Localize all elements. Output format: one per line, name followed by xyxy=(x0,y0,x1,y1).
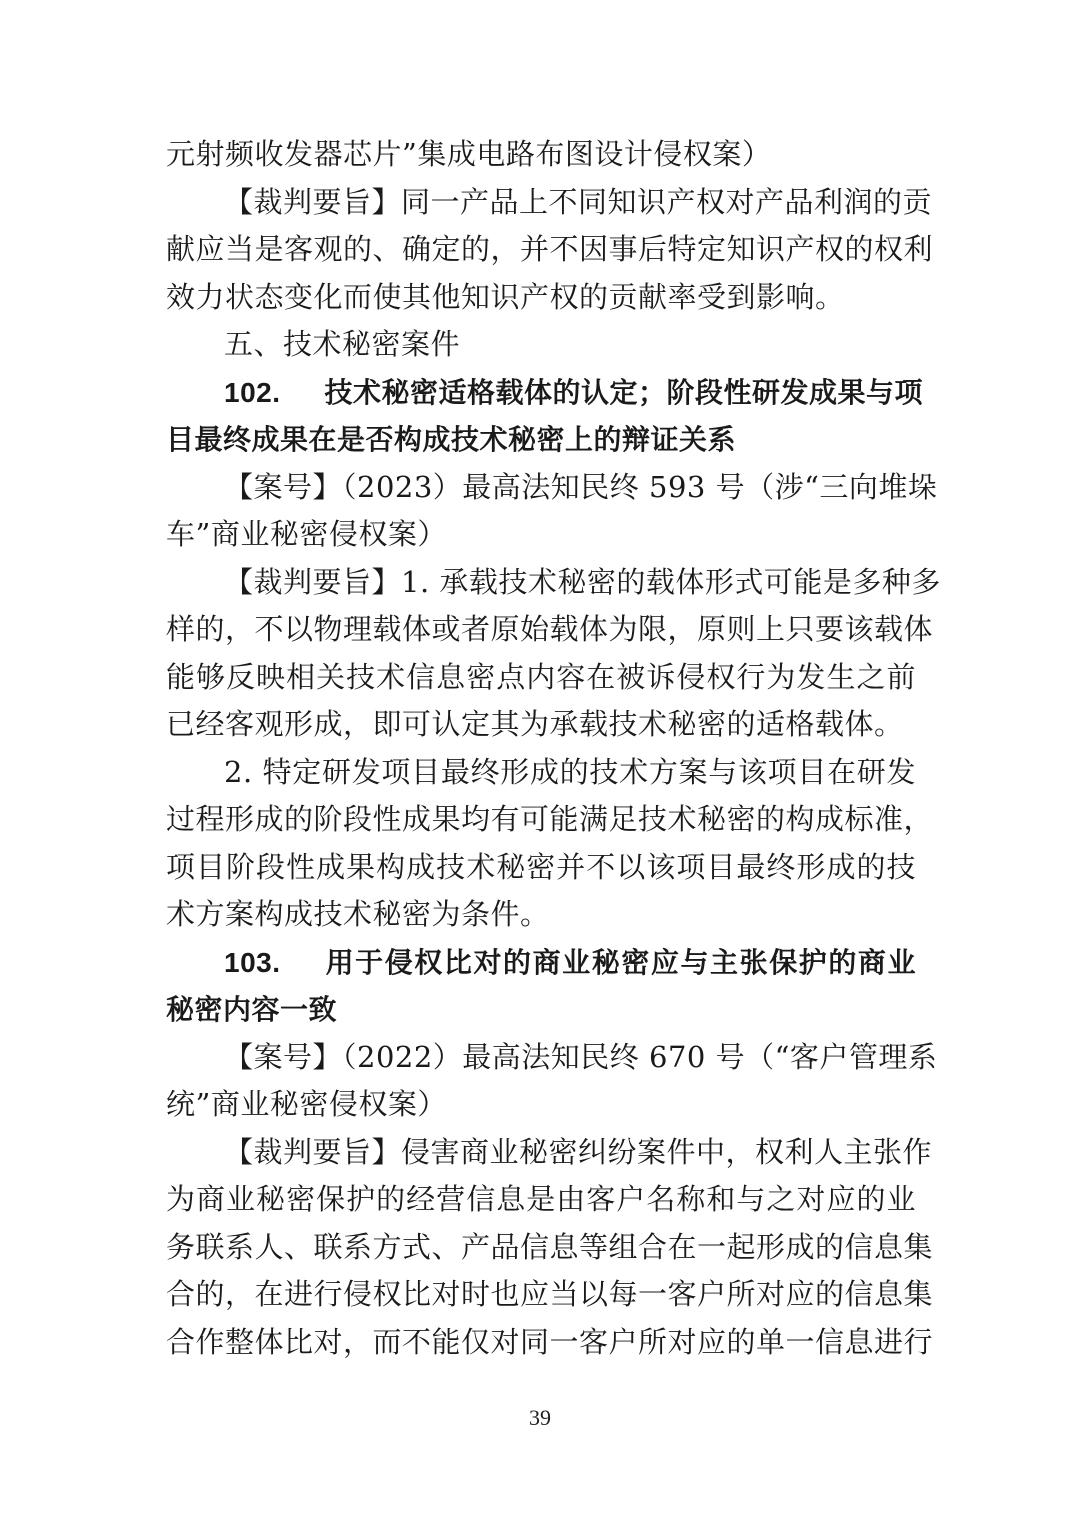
paragraph-line: 【案号】（2022）最高法知民终 670 号（“客户管理系 xyxy=(224,1039,938,1074)
paragraph-line: 合作整体比对，而不能仅对同一客户所对应的单一信息进行 xyxy=(166,1324,934,1359)
paragraph-line: 务联系人、联系方式、产品信息等组合在一起形成的信息集 xyxy=(166,1229,934,1264)
paragraph-line: 效力状态变化而使其他知识产权的贡献率受到影响。 xyxy=(166,279,845,314)
paragraph-line: 项目阶段性成果构成技术秘密并不以该项目最终形成的技 xyxy=(166,849,916,884)
paragraph-line: 术方案构成技术秘密为条件。 xyxy=(166,897,550,931)
section-heading: 五、技术秘密案件 xyxy=(224,327,461,361)
paragraph-line: 【裁判要旨】1. 承载技术秘密的载体形式可能是多种多 xyxy=(224,564,941,599)
item-heading-line: 秘密内容一致 xyxy=(166,993,338,1026)
paragraph-line: 元射频收发器芯片”集成电路布图设计侵权案） xyxy=(166,137,772,171)
paragraph-line: 样的，不以物理载体或者原始载体为限，原则上只要该载体 xyxy=(166,612,934,646)
item-heading-line: 目最终成果在是否构成技术秘密上的辩证关系 xyxy=(166,423,737,456)
page-body xyxy=(166,131,941,1366)
paragraph-line: 过程形成的阶段性成果均有可能满足技术秘密的构成标准， xyxy=(166,802,934,836)
item-heading xyxy=(166,369,924,417)
paragraph-line: 2. 特定研发项目最终形成的技术方案与该项目在研发 xyxy=(224,754,916,789)
item-number: 102. xyxy=(224,376,281,408)
item-title: 用于侵权比对的商业秘密应与主张保护的商业 xyxy=(324,945,916,979)
item-heading xyxy=(166,939,916,987)
paragraph-line: 合的，在进行侵权比对时也应当以每一客户所对应的信息集 xyxy=(166,1277,934,1311)
paragraph-line: 为商业秘密保护的经营信息是由客户名称和与之对应的业 xyxy=(166,1182,916,1216)
paragraph-line: 【裁判要旨】侵害商业秘密纠纷案件中，权利人主张作 xyxy=(224,1134,933,1169)
item-number: 103. xyxy=(224,946,281,978)
paragraph-line: 【裁判要旨】同一产品上不同知识产权对产品利润的贡 xyxy=(224,184,933,219)
page-number: 39 xyxy=(529,1405,551,1430)
paragraph-line: 【案号】（2023）最高法知民终 593 号（涉“三向堆垛 xyxy=(224,469,938,504)
paragraph-line: 已经客观形成，即可认定其为承载技术秘密的适格载体。 xyxy=(166,707,904,741)
paragraph-line: 统”商业秘密侵权案） xyxy=(166,1087,447,1121)
paragraph-line: 车”商业秘密侵权案） xyxy=(166,517,447,551)
paragraph-line: 献应当是客观的、确定的，并不因事后特定知识产权的权利 xyxy=(166,232,934,266)
item-title: 技术秘密适格载体的认定；阶段性研发成果与项 xyxy=(324,375,924,409)
paragraph-line: 能够反映相关技术信息密点内容在被诉侵权行为发生之前 xyxy=(166,659,916,694)
